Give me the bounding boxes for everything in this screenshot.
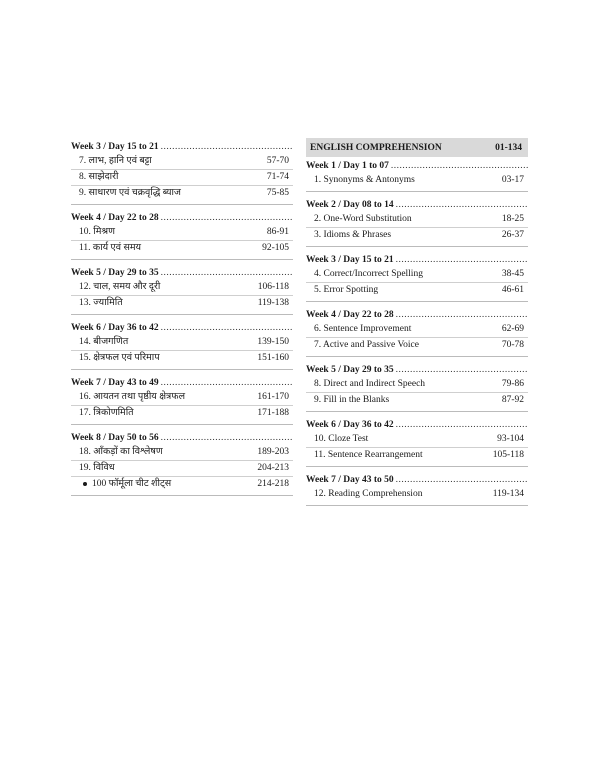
toc-entry (71, 461, 293, 477)
toc-entry (306, 283, 528, 298)
toc-entry (71, 241, 293, 256)
chapter-title-text: 9. Fill in the Blanks (314, 395, 390, 405)
toc-entry (306, 173, 528, 188)
toc-entry (71, 351, 293, 366)
toc-entry (306, 448, 528, 463)
week-block (306, 198, 528, 247)
section-header-english-comprehension (306, 138, 528, 157)
chapter-title-text: 11. कार्य एवं समय (79, 243, 142, 253)
week-block (71, 140, 293, 205)
week-block (306, 473, 528, 506)
page-range: 03-17 (501, 175, 524, 185)
chapter-title (314, 377, 425, 392)
week-label: Week 4 / Day 22 to 28 (306, 310, 394, 320)
week-heading (71, 431, 293, 445)
chapter-title-text: 13. ज्यामिति (79, 298, 123, 308)
toc-entry (71, 154, 293, 170)
chapter-title-text: 12. Reading Comprehension (314, 489, 423, 499)
dot-leader (161, 140, 293, 154)
week-block (71, 376, 293, 425)
bullet-icon (83, 482, 87, 486)
chapter-title (314, 432, 368, 447)
chapter-title-text: 10. मिश्रण (79, 227, 115, 237)
dot-leader (161, 211, 293, 225)
chapter-title (79, 186, 181, 201)
chapter-title (314, 487, 422, 502)
toc-entry (71, 390, 293, 406)
toc-entry (306, 322, 528, 338)
chapter-title (314, 448, 423, 463)
week-label: Week 7 / Day 43 to 49 (71, 378, 159, 388)
chapter-title (79, 406, 134, 421)
page-range: 105-118 (492, 450, 524, 460)
page-range: 38-45 (501, 269, 524, 279)
toc-entry (71, 406, 293, 421)
toc-entry (306, 487, 528, 502)
chapter-title-text: 1. Synonyms & Antonyms (314, 175, 415, 185)
week-heading (71, 266, 293, 280)
week-label: Week 8 / Day 50 to 56 (71, 433, 159, 443)
page-range: 71-74 (266, 172, 289, 182)
week-block (306, 253, 528, 302)
chapter-title (314, 322, 411, 337)
chapter-title-text: 5. Error Spotting (314, 285, 379, 295)
page-range: 92-105 (262, 243, 289, 253)
week-heading (71, 376, 293, 390)
week-label: Week 3 / Day 15 to 21 (306, 255, 394, 265)
chapter-title (314, 267, 423, 282)
toc-right-column (306, 138, 528, 512)
dot-leader (396, 363, 528, 377)
dot-leader (161, 266, 293, 280)
dot-leader (391, 159, 528, 173)
chapter-title-text: 100 फॉर्मूला चीट शीट्स (92, 479, 172, 489)
chapter-title (314, 212, 412, 227)
week-heading (71, 211, 293, 225)
dot-leader (161, 431, 293, 445)
chapter-title-text: 6. Sentence Improvement (314, 324, 412, 334)
week-heading (306, 473, 528, 487)
toc-entry (71, 296, 293, 311)
chapter-title (79, 351, 160, 366)
chapter-title (92, 477, 171, 492)
page-range: 57-70 (266, 156, 289, 166)
chapter-title (79, 170, 118, 185)
chapter-title-text: 3. Idioms & Phrases (314, 230, 392, 240)
week-label: Week 6 / Day 36 to 42 (71, 323, 159, 333)
toc-entry (71, 225, 293, 241)
chapter-title-text: 11. Sentence Rearrangement (314, 450, 423, 460)
page-range: 93-104 (497, 434, 524, 444)
dot-leader (396, 418, 528, 432)
page-range: 171-188 (257, 408, 289, 418)
week-block (71, 431, 293, 496)
chapter-title-text: 10. Cloze Test (314, 434, 369, 444)
page-range: 161-170 (257, 392, 289, 402)
page-range: 106-118 (257, 282, 289, 292)
chapter-title (314, 173, 415, 188)
week-label: Week 4 / Day 22 to 28 (71, 213, 159, 223)
page-range: 119-138 (257, 298, 289, 308)
week-block (306, 308, 528, 357)
week-label: Week 3 / Day 15 to 21 (71, 142, 159, 152)
week-block (71, 266, 293, 315)
chapter-title-text: 4. Correct/Incorrect Spelling (314, 269, 423, 279)
page-range: 119-134 (492, 489, 524, 499)
toc-entry (306, 212, 528, 228)
toc-entry (306, 228, 528, 243)
week-label: Week 5 / Day 29 to 35 (71, 268, 159, 278)
week-heading (306, 308, 528, 322)
chapter-title-text: 16. आयतन तथा पृष्ठीय क्षेत्रफल (79, 392, 186, 402)
dot-leader (161, 321, 293, 335)
week-block (306, 159, 528, 192)
chapter-title (79, 241, 141, 256)
week-heading (71, 321, 293, 335)
page-range: 204-213 (257, 463, 289, 473)
chapter-title-text: 17. त्रिकोणमिति (79, 408, 134, 418)
chapter-title-text: 8. साझेदारी (79, 172, 119, 182)
dot-leader (396, 308, 528, 322)
page-range: 46-61 (501, 285, 524, 295)
toc-entry (306, 267, 528, 283)
chapter-title (79, 280, 160, 295)
chapter-title (79, 390, 185, 405)
week-heading (71, 140, 293, 154)
dot-leader (161, 376, 293, 390)
week-heading (306, 159, 528, 173)
week-block (306, 418, 528, 467)
page-range: 189-203 (257, 447, 289, 457)
chapter-title-text: 7. लाभ, हानि एवं बट्टा (79, 156, 152, 166)
page-range: 214-218 (257, 479, 289, 489)
week-label: Week 6 / Day 36 to 42 (306, 420, 394, 430)
chapter-title-text: 15. क्षेत्रफल एवं परिमाप (79, 353, 160, 363)
chapter-title (79, 335, 128, 350)
chapter-title (79, 154, 152, 169)
chapter-title (314, 338, 419, 353)
chapter-title (79, 445, 163, 460)
toc-entry (306, 338, 528, 353)
chapter-title (314, 228, 391, 243)
dot-leader (396, 473, 528, 487)
page-range: 70-78 (501, 340, 524, 350)
dot-leader (396, 253, 528, 267)
toc-entry (306, 393, 528, 408)
section-title: ENGLISH COMPREHENSION (310, 142, 442, 153)
toc-entry (306, 377, 528, 393)
chapter-title-text: 2. One-Word Substitution (314, 214, 412, 224)
week-heading (306, 253, 528, 267)
toc-entry (71, 280, 293, 296)
week-label: Week 7 / Day 43 to 50 (306, 475, 394, 485)
toc-left-column (71, 138, 293, 502)
page-range: 87-92 (501, 395, 524, 405)
page-range: 75-85 (266, 188, 289, 198)
week-label: Week 5 / Day 29 to 35 (306, 365, 394, 375)
page-range: 26-37 (501, 230, 524, 240)
page-range: 151-160 (257, 353, 289, 363)
page-range: 139-150 (257, 337, 289, 347)
week-block (71, 321, 293, 370)
page-range: 18-25 (501, 214, 524, 224)
toc-entry (71, 186, 293, 201)
toc-entry (71, 170, 293, 186)
chapter-title (79, 461, 115, 476)
chapter-title-text: 7. Active and Passive Voice (314, 340, 419, 350)
page-range: 62-69 (501, 324, 524, 334)
toc-entry (71, 477, 293, 492)
chapter-title-text: 18. आँकड़ों का विश्लेषण (79, 447, 163, 457)
toc-entry (71, 335, 293, 351)
toc-entry (71, 445, 293, 461)
chapter-title-text: 8. Direct and Indirect Speech (314, 379, 426, 389)
chapter-title-text: 19. विविध (79, 463, 115, 473)
chapter-title-text: 12. चाल, समय और दूरी (79, 282, 161, 292)
week-label: Week 2 / Day 08 to 14 (306, 200, 394, 210)
page-range: 86-91 (266, 227, 289, 237)
dot-leader (396, 198, 528, 212)
week-block (306, 363, 528, 412)
chapter-title-text: 9. साधारण एवं चक्रवृद्धि ब्याज (79, 188, 181, 198)
week-block (71, 211, 293, 260)
section-pages: 01-134 (495, 142, 522, 153)
chapter-title (79, 225, 115, 240)
week-heading (306, 198, 528, 212)
week-heading (306, 418, 528, 432)
chapter-title (79, 296, 123, 311)
chapter-title-text: 14. बीजगणित (79, 337, 129, 347)
chapter-title (314, 393, 389, 408)
page-range: 79-86 (501, 379, 524, 389)
week-heading (306, 363, 528, 377)
week-label: Week 1 / Day 1 to 07 (306, 161, 389, 171)
chapter-title (314, 283, 378, 298)
toc-entry (306, 432, 528, 448)
